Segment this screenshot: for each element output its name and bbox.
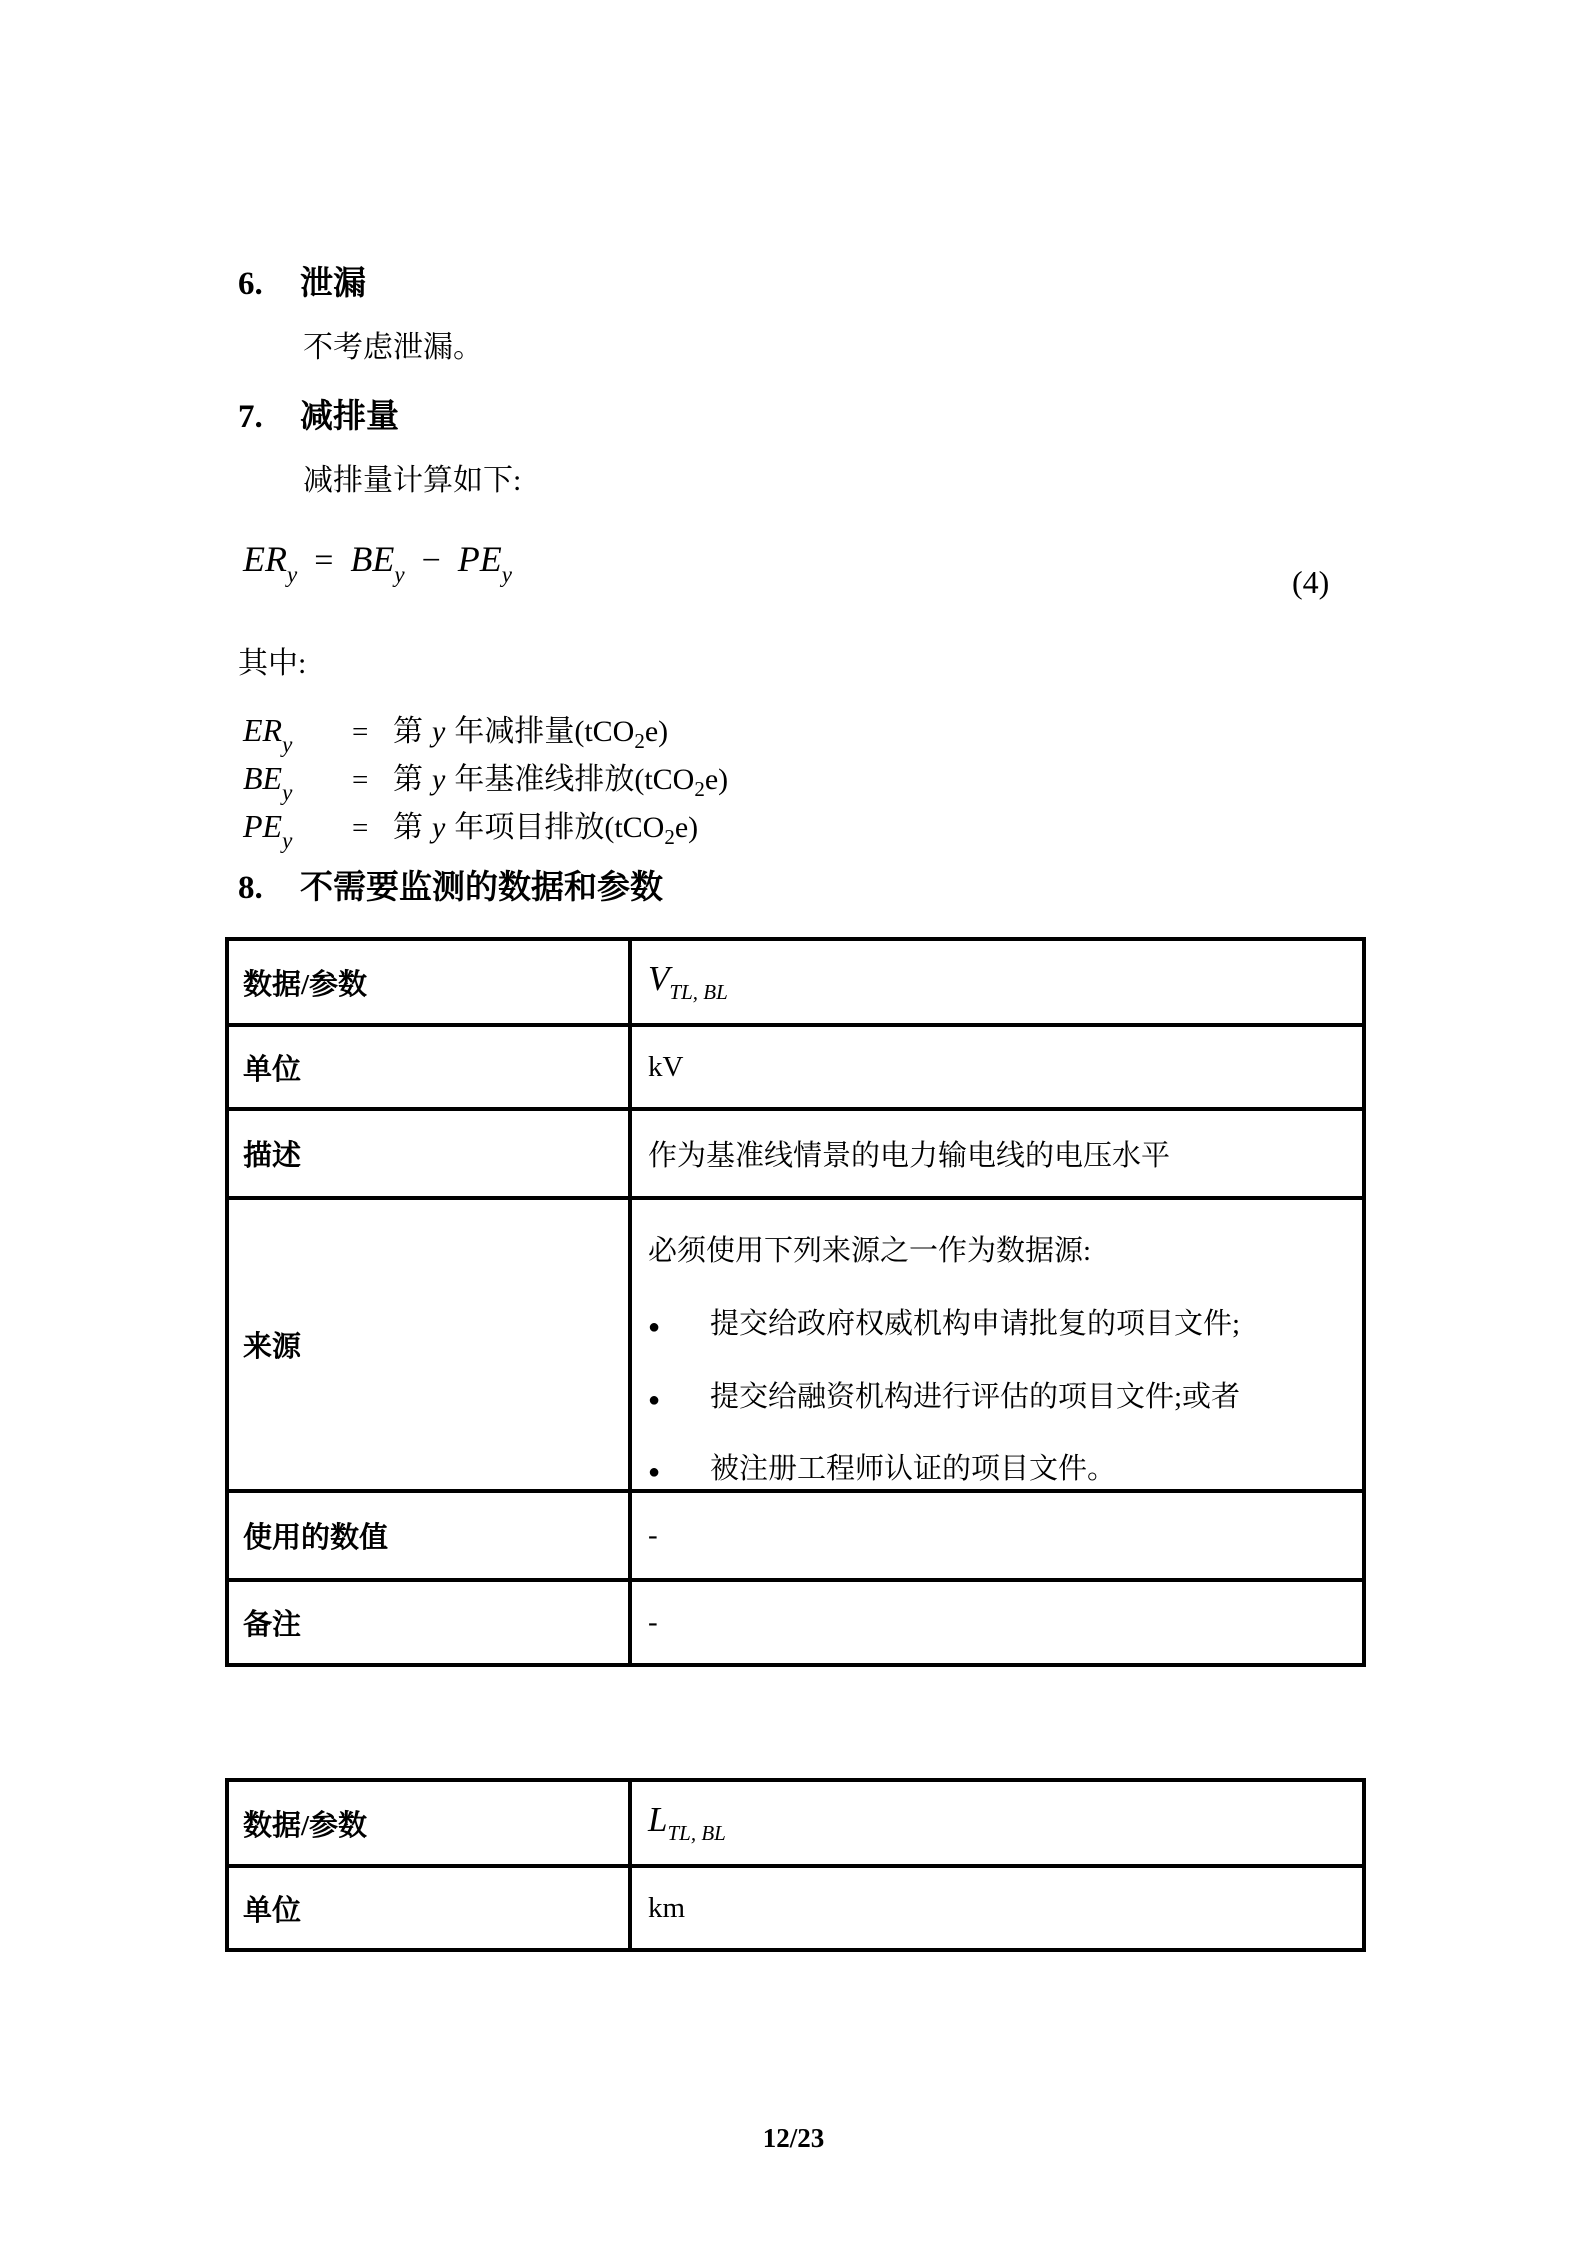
remark-value: - (630, 1580, 1364, 1665)
def-text-segment: 年基准线排放(tCO (454, 763, 695, 796)
def-text-segment: 第 (393, 811, 423, 844)
table-row (227, 939, 1364, 1025)
source-intro: 必须使用下列来源之一作为数据源: (648, 1234, 1092, 1267)
section-7-number: 7. (238, 399, 263, 435)
definition-row-pe (243, 802, 728, 853)
param-symbol: L (648, 1800, 668, 1839)
section-7-heading (238, 399, 399, 437)
def-co2-sub: 2 (634, 729, 645, 753)
row-label: 单位 (227, 1025, 630, 1109)
source-bullet-item (648, 1452, 1362, 1487)
table-row (227, 1491, 1364, 1580)
section-8-title: 不需要监测的数据和参数 (300, 870, 663, 906)
row-label: 数据/参数 (227, 1780, 630, 1866)
def-text-segment: e) (704, 763, 729, 796)
source-bullet-text: 提交给政府权威机构申请批复的项目文件; (710, 1307, 1241, 1340)
equation-number: (4) (1292, 564, 1330, 600)
row-label: 使用的数值 (227, 1491, 630, 1580)
formula-sub-be: y (394, 562, 405, 587)
section-8-heading (238, 870, 663, 908)
def-symbol-sub-be: y (282, 780, 293, 805)
table-row (227, 1866, 1364, 1950)
row-label: 单位 (227, 1866, 630, 1950)
section-6-body: 不考虑泄漏。 (303, 331, 483, 364)
table-row (227, 1109, 1364, 1198)
def-equals: = (352, 812, 369, 844)
table-row (227, 1025, 1364, 1109)
variable-definitions (243, 706, 729, 853)
source-bullet-item (648, 1307, 1362, 1342)
def-text-segment: 年项目排放(tCO (454, 811, 665, 844)
table-row (227, 1198, 1364, 1491)
def-equals: = (352, 716, 369, 748)
where-label: 其中: (238, 647, 307, 680)
def-symbol-sub-pe: y (282, 828, 293, 853)
section-6-heading (238, 266, 366, 304)
parameter-table-ltl (225, 1778, 1366, 1952)
source-bullet-item (648, 1380, 1362, 1415)
row-label: 数据/参数 (227, 939, 630, 1025)
unit-value: km (630, 1866, 1364, 1950)
source-bullet-text: 提交给融资机构进行评估的项目文件;或者 (710, 1380, 1241, 1413)
param-symbol-subscript: TL, BL (669, 980, 728, 1004)
def-text-segment: e) (674, 811, 699, 844)
section-7-title: 减排量 (300, 399, 399, 435)
parameter-table-vtl (225, 937, 1366, 1667)
section-7-body: 减排量计算如下: (303, 464, 522, 497)
formula-term-be: BE (350, 539, 395, 579)
row-label: 备注 (227, 1580, 630, 1665)
value-applied: - (630, 1491, 1364, 1580)
page-number: 12/23 (762, 2123, 825, 2153)
def-year-var: y (432, 715, 446, 748)
definition-row-er (243, 706, 728, 757)
def-co2-sub: 2 (694, 777, 705, 801)
formula-sub-er: y (286, 562, 298, 587)
formula-equals: = (314, 542, 334, 579)
param-symbol-cell (630, 939, 1364, 1025)
def-text-segment: 第 (393, 715, 423, 748)
def-symbol-sub-er: y (282, 732, 293, 757)
def-text-segment: 第 (393, 763, 423, 796)
param-symbol-cell (630, 1780, 1364, 1866)
row-label: 描述 (227, 1109, 630, 1198)
bullet-icon: ● (648, 1388, 661, 1411)
section-6-title: 泄漏 (300, 266, 366, 302)
definition-row-be (243, 754, 729, 805)
source-bullet-text: 被注册工程师认证的项目文件。 (710, 1453, 1117, 1486)
def-symbol-be: BE (243, 760, 283, 796)
source-value-cell (630, 1198, 1364, 1491)
def-co2-sub: 2 (664, 825, 675, 849)
table-row (227, 1580, 1364, 1665)
formula-sub-pe: y (501, 562, 512, 587)
bullet-icon: ● (648, 1461, 661, 1484)
description-value: 作为基准线情景的电力输电线的电压水平 (630, 1109, 1364, 1198)
param-symbol: V (648, 959, 670, 998)
def-equals: = (352, 764, 369, 796)
formula-term-er: ER (243, 539, 287, 579)
section-8-number: 8. (238, 870, 263, 906)
def-text-segment: e) (644, 715, 669, 748)
bullet-icon: ● (648, 1315, 661, 1338)
def-text-segment: 年减排量(tCO (454, 715, 635, 748)
formula-minus: − (421, 542, 441, 579)
table-row (227, 1780, 1364, 1866)
row-label: 来源 (227, 1198, 630, 1491)
def-symbol-pe: PE (243, 808, 283, 844)
formula-term-pe: PE (457, 539, 502, 579)
section-6-number: 6. (238, 266, 263, 302)
emission-reduction-formula (243, 540, 512, 587)
unit-value: kV (630, 1025, 1364, 1109)
def-year-var: y (432, 763, 446, 796)
def-year-var: y (432, 811, 446, 844)
param-symbol-subscript: TL, BL (667, 1821, 726, 1845)
def-symbol-er: ER (243, 712, 283, 748)
